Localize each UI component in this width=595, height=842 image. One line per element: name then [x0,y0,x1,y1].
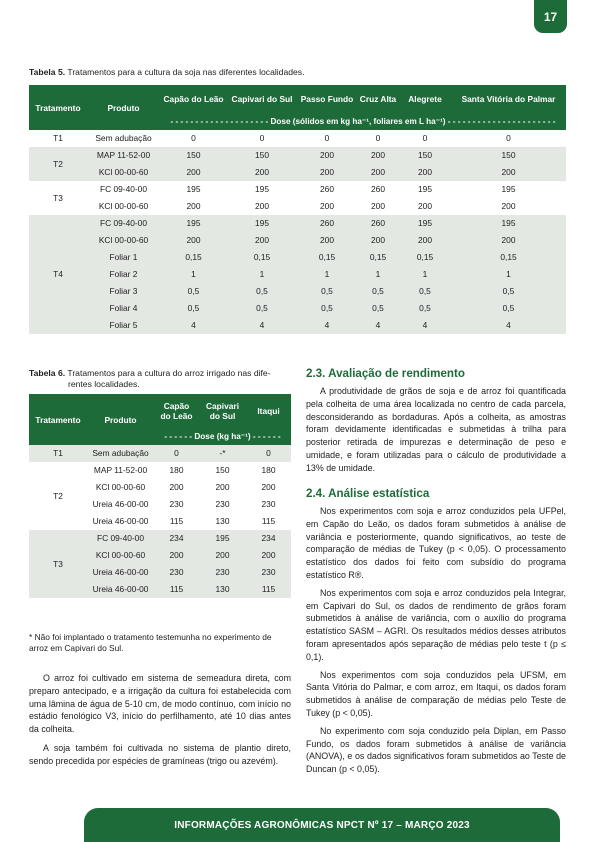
table5-header-location: Santa Vitória do Palmar [451,85,566,112]
table-row [29,530,291,547]
table-row [29,164,566,181]
product-cell: Foliar 4 [87,300,160,317]
value-cell: 195 [227,215,297,232]
product-cell: Sem adubação [87,445,154,462]
value-cell: 150 [160,147,227,164]
section-title-2-4: 2.4. Análise estatística [306,487,430,500]
header-line: do Sul [209,410,236,421]
value-cell: 0,5 [451,300,566,317]
value-cell: 195 [451,181,566,198]
value-cell: 150 [227,147,297,164]
header-line: Capão [163,400,190,411]
table6-caption-text-2: rentes localidades. [68,379,140,389]
section-title-2-3: 2.3. Avaliação de rendimento [306,367,465,380]
table6-header-location [154,394,199,427]
table-row [29,300,566,317]
value-cell: 200 [227,198,297,215]
value-cell: 200 [451,164,566,181]
left-body-text [29,672,291,768]
value-cell: 0,5 [357,283,399,300]
value-cell: 200 [199,547,246,564]
value-cell: 195 [451,215,566,232]
value-cell: 115 [246,513,291,530]
paragraph: A produtividade de grãos de soja e de arroz foi quantificada pela colheita de uma área localizada no centro de cada parcela, desconsiderando as bordaduras. Após a colheita, as amostras foram devidamente identificadas e submetidas à trilha para posterior retirada de impurezas e determinação de peso e umidade, e foram utilizadas para o cálculo de produtividade a 13% de umidade. [306,386,566,473]
footer-banner: INFORMAÇÕES AGRONÔMICAS NPCT Nº 17 – MARÇO 2023 [84,808,560,842]
value-cell: 260 [357,181,399,198]
table-row [29,215,566,232]
product-cell: KCl 00-00-60 [87,547,154,564]
section-2-3-text [306,385,566,475]
value-cell: 0 [160,130,227,147]
product-cell: MAP 11-52-00 [87,462,154,479]
value-cell: 200 [297,232,357,249]
value-cell: 230 [246,564,291,581]
value-cell: 0,5 [451,283,566,300]
value-cell: 200 [246,479,291,496]
header-line: do Leão [160,410,193,421]
value-cell: 0,5 [160,283,227,300]
treatment-cell: T1 [29,130,87,147]
value-cell: 1 [160,266,227,283]
product-cell: Ureia 46-00-00 [87,581,154,598]
table5-label: Tabela 5. [29,67,66,77]
value-cell: 1 [227,266,297,283]
table5-header-location: Alegrete [399,85,451,112]
product-cell: MAP 11-52-00 [87,147,160,164]
table-row [29,147,566,164]
product-cell: KCl 00-00-60 [87,198,160,215]
value-cell: 200 [399,198,451,215]
value-cell: 200 [357,232,399,249]
value-cell: 195 [199,530,246,547]
value-cell: 200 [160,232,227,249]
table5-caption-text: Tratamentos para a cultura da soja nas diferentes localidades. [65,67,305,77]
value-cell: 0 [297,130,357,147]
paragraph: Nos experimentos com soja e arroz conduzidos pela Integrar, em Capivari do Sul, os dados de rendimento de grãos foram submetidos à análise de variância, com o auxílio do programa estatístico SASM – AGRI. Os resultados médios desses atributos foram apresentados após separação de médias pelo teste t (p ≤ 0,1). [306,587,566,662]
value-cell: 0 [246,445,291,462]
product-cell: Foliar 2 [87,266,160,283]
table-row [29,317,566,334]
table6-label: Tabela 6. [29,368,66,378]
product-cell: Foliar 3 [87,283,160,300]
product-cell: KCl 00-00-60 [87,232,160,249]
value-cell: 4 [227,317,297,334]
product-cell: Ureia 46-00-00 [87,564,154,581]
table6-footnote: * Não foi implantado o tratamento testemunha no experimento de arroz em Capivari do Sul. [29,632,272,653]
value-cell: 150 [399,147,451,164]
table6-header-tratamento: Tratamento [29,394,87,445]
value-cell: 230 [199,496,246,513]
paragraph: Nos experimentos com soja e arroz conduzidos pela UFPel, em Capão do Leão, os dados foram submetidos à análise de variância e posteriormente, quando significativos, ao teste de comparação de médias de Tukey (p < 0,05). O processamento estatístico dos dados foi feito com subsídio do programa estatístico R®. [306,506,566,580]
table-row [29,462,291,479]
table6-caption-text: Tratamentos para a cultura do arroz irrigado nas dife- [65,368,271,378]
product-cell: Ureia 46-00-00 [87,496,154,513]
value-cell: 180 [246,462,291,479]
value-cell: 0,5 [297,300,357,317]
table6-header-produto: Produto [87,394,154,445]
table5-header-tratamento: Tratamento [29,85,87,130]
value-cell: 234 [246,530,291,547]
table-row [29,266,566,283]
table5-dose-unit: - - - - - - - - - - - - - - - - - - - - Dose (sólidos em kg ha⁻¹, foliares em L ha⁻¹) - - - - - - - - - - - - - - - - - - - - - - [160,112,566,130]
treatment-cell: T2 [29,462,87,530]
value-cell: 4 [451,317,566,334]
table6-header-location: Itaqui [246,394,291,427]
value-cell: 234 [154,530,199,547]
value-cell: 230 [154,564,199,581]
treatment-cell: T4 [29,215,87,334]
value-cell: 260 [297,215,357,232]
value-cell: 195 [227,181,297,198]
value-cell: 0 [227,130,297,147]
value-cell: 200 [154,479,199,496]
value-cell: 200 [357,147,399,164]
product-cell: Sem adubação [87,130,160,147]
value-cell: 195 [399,215,451,232]
table6 [29,394,291,598]
value-cell: 200 [357,198,399,215]
product-cell: FC 09-40-00 [87,530,154,547]
table6-header-location [199,394,246,427]
table5-header-produto: Produto [87,85,160,130]
product-cell: Ureia 46-00-00 [87,513,154,530]
table5-header-location: Cruz Alta [357,85,399,112]
table-row [29,283,566,300]
value-cell: 200 [160,164,227,181]
value-cell: 1 [451,266,566,283]
value-cell: 0,15 [357,249,399,266]
value-cell: 195 [160,181,227,198]
value-cell: 150 [199,462,246,479]
value-cell: 0,5 [160,300,227,317]
value-cell: 0 [357,130,399,147]
value-cell: 200 [227,232,297,249]
value-cell: 230 [199,564,246,581]
table5 [29,85,566,334]
page-number: 17 [534,0,567,33]
value-cell: 1 [297,266,357,283]
table-row [29,130,566,147]
value-cell: 150 [451,147,566,164]
paragraph: No experimento com soja conduzido pela Diplan, em Passo Fundo, os dados foram submetidos à análise de variância (ANOVA), e os dados significativos foram submetidos ao Teste de Duncan (p < 0,05). [306,725,566,775]
value-cell: 0 [451,130,566,147]
table5-header-location: Passo Fundo [297,85,357,112]
value-cell: 230 [246,496,291,513]
paragraph: A soja também foi cultivada no sistema de plantio direto, sendo precedida por espécies de gramíneas (trigo ou azevém). [29,742,291,766]
value-cell: 260 [297,181,357,198]
product-cell: KCl 00-00-60 [87,164,160,181]
value-cell: 200 [357,164,399,181]
value-cell: 200 [199,479,246,496]
value-cell: 0,15 [399,249,451,266]
value-cell: 0 [154,445,199,462]
value-cell: 200 [227,164,297,181]
value-cell: 0,5 [227,300,297,317]
value-cell: 200 [154,547,199,564]
value-cell: 180 [154,462,199,479]
paragraph: Nos experimentos com soja conduzidos pela UFSM, em Santa Vitória do Palmar, e com arroz, em Itaqui, os dados foram submetidos à análise de comparação de médias pelo Teste de Tukey (p < 0,05). [306,669,566,718]
value-cell: 200 [297,198,357,215]
value-cell: 200 [246,547,291,564]
treatment-cell: T1 [29,445,87,462]
product-cell: KCl 00-00-60 [87,479,154,496]
value-cell: 115 [154,513,199,530]
value-cell: 260 [357,215,399,232]
value-cell: 0 [399,130,451,147]
value-cell: 0,15 [227,249,297,266]
value-cell: 115 [154,581,199,598]
value-cell: 4 [297,317,357,334]
header-line: Capivari [205,400,240,411]
value-cell: 0,5 [357,300,399,317]
table5-caption [29,67,305,78]
value-cell: 115 [246,581,291,598]
value-cell: 195 [160,215,227,232]
value-cell: 0,5 [399,300,451,317]
treatment-cell: T2 [29,147,87,181]
product-cell: FC 09-40-00 [87,181,160,198]
value-cell: 0,5 [399,283,451,300]
value-cell: 200 [297,147,357,164]
table-row [29,198,566,215]
value-cell: 130 [199,581,246,598]
value-cell: 4 [160,317,227,334]
value-cell: 200 [399,164,451,181]
value-cell: 200 [451,232,566,249]
value-cell: 230 [154,496,199,513]
value-cell: 0,5 [297,283,357,300]
treatment-cell: T3 [29,530,87,598]
value-cell: -* [199,445,246,462]
value-cell: 130 [199,513,246,530]
section-2-4-text [306,505,566,776]
value-cell: 0,15 [160,249,227,266]
value-cell: 4 [399,317,451,334]
value-cell: 200 [399,232,451,249]
table-row [29,249,566,266]
table5-header-location: Capão do Leão [160,85,227,112]
value-cell: 0,15 [297,249,357,266]
product-cell: FC 09-40-00 [87,215,160,232]
treatment-cell: T3 [29,181,87,215]
table5-header-location: Capivari do Sul [227,85,297,112]
table-row [29,232,566,249]
product-cell: Foliar 5 [87,317,160,334]
table-row [29,445,291,462]
table6-caption [29,368,291,390]
paragraph: O arroz foi cultivado em sistema de semeadura direta, com preparo antecipado, e a irrigação da cultura foi estabelecida com uma lâmina de água de 5-10 cm, de modo contínuo, com início no estádio fenológico V3, início do perfilhamento, até 10 dias antes da colheita. [29,673,291,735]
value-cell: 1 [399,266,451,283]
value-cell: 4 [357,317,399,334]
value-cell: 1 [357,266,399,283]
value-cell: 0,15 [451,249,566,266]
value-cell: 200 [451,198,566,215]
value-cell: 200 [297,164,357,181]
value-cell: 0,5 [227,283,297,300]
value-cell: 195 [399,181,451,198]
table6-dose-unit: - - - - - - Dose (kg ha⁻¹) - - - - - - [154,427,291,445]
value-cell: 200 [160,198,227,215]
product-cell: Foliar 1 [87,249,160,266]
table-row [29,181,566,198]
